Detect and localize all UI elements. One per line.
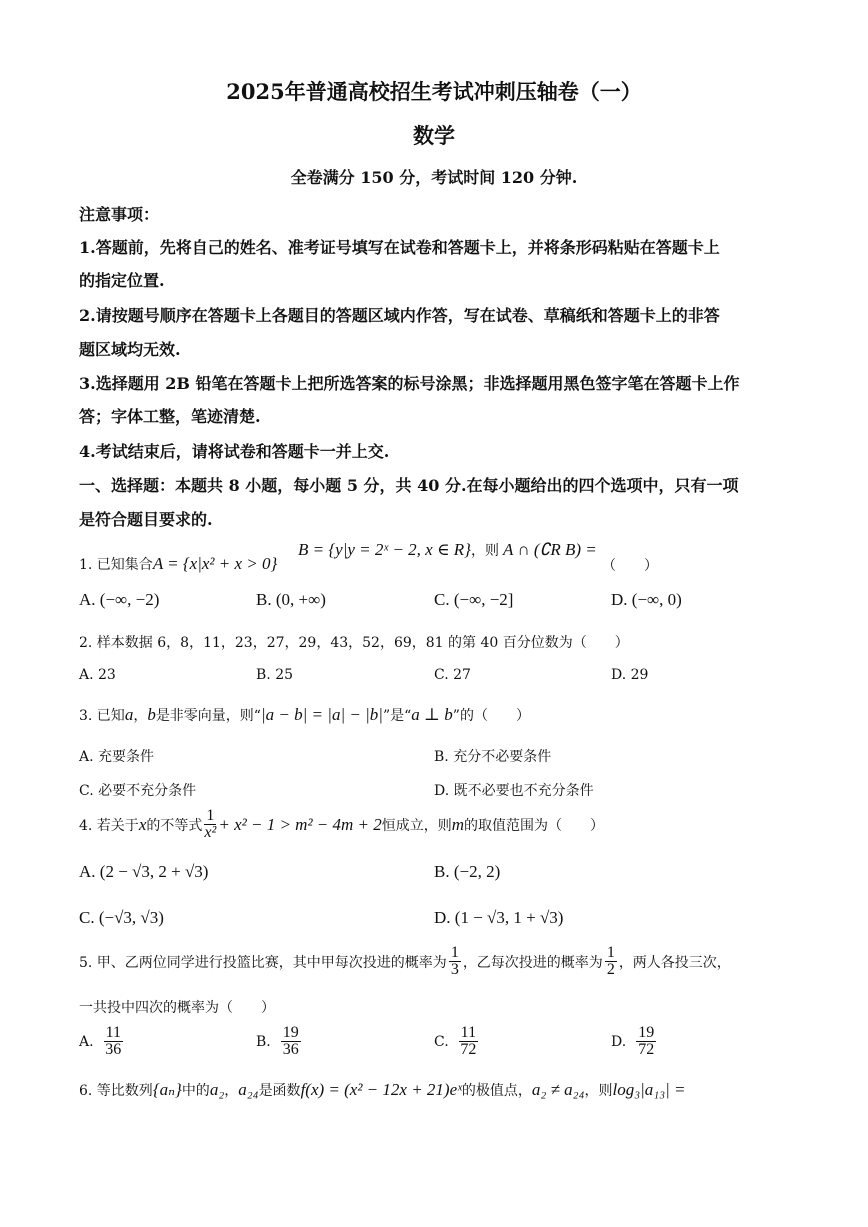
q5-fraction-2: $\frac{1}{2}$ bbox=[606, 944, 615, 978]
q1-option-d: D. (−∞, 0) bbox=[611, 590, 682, 609]
q3-vector-a: a bbox=[124, 705, 134, 724]
question-1-stem-c bbox=[503, 540, 597, 560]
q1-sep: ，则 bbox=[470, 543, 499, 559]
q4-option-c: C. (−√3, √3) bbox=[79, 908, 164, 927]
question-2-stem: 2. 样本数据 6，8，11，23，27，29，43，52，69，81 的第 40 百分位数为（ ） bbox=[79, 635, 629, 651]
note-2-line1: 2.请按题号顺序在答题卡上各题目的答题区域内作答，写在试卷、草稿纸和答题卡上的非答 bbox=[79, 306, 720, 325]
q5-p1: 5. 甲、乙两位同学进行投篮比赛，其中甲每次投进的概率为 bbox=[79, 954, 447, 971]
q3-perpendicular: a ⊥ b bbox=[411, 705, 453, 724]
question-5-line2: 一共投中四次的概率为（ ） bbox=[79, 1000, 275, 1016]
question-6-stem bbox=[79, 1080, 686, 1100]
q6-a24: a₂₄ bbox=[238, 1080, 259, 1099]
question-1-stem bbox=[79, 554, 277, 574]
q3-p4: ”的（ ） bbox=[452, 708, 530, 724]
q2-option-b: B. 25 bbox=[256, 667, 294, 683]
q5-option-d: D. $\frac{19}{72}$ bbox=[611, 1024, 655, 1058]
q1-set-a: A = {x|x² + x > 0} bbox=[152, 554, 278, 573]
exam-title: 2025年普通高校招生考试冲刺压轴卷（一） bbox=[226, 79, 642, 104]
question-4-stem bbox=[79, 808, 604, 841]
q1-answer-paren: （ ） bbox=[602, 558, 658, 574]
q4-var-m: m bbox=[451, 814, 465, 834]
q4-p1: 4. 若关于 bbox=[79, 817, 139, 834]
q2-option-a: A. 23 bbox=[79, 667, 116, 683]
subject-title: 数学 bbox=[413, 123, 455, 148]
q6-p5: ，则 bbox=[584, 1083, 613, 1099]
question-3-stem bbox=[79, 705, 530, 725]
q1-option-b: B. (0, +∞) bbox=[256, 590, 326, 609]
q1-option-a: A. (−∞, −2) bbox=[79, 590, 160, 609]
q6-p3: 是函数 bbox=[258, 1083, 301, 1099]
question-5-stem bbox=[79, 945, 731, 978]
q4-p2: 的不等式 bbox=[146, 817, 203, 834]
q3-p1: 3. 已知 bbox=[79, 708, 125, 724]
q2-option-c: C. 27 bbox=[434, 667, 471, 683]
q5-p3: ，两人各投三次， bbox=[618, 954, 731, 971]
q4-fraction: $\frac{1}{\text{x²}}$ bbox=[204, 807, 217, 841]
q6-function: f(x) = (x² − 12x + 21)eˣ bbox=[300, 1080, 462, 1099]
section-1-line2: 是符合题目要求的. bbox=[79, 510, 213, 529]
q4-option-d: D. (1 − √3, 1 + √3) bbox=[434, 908, 564, 927]
q3-option-c: C. 必要不充分条件 bbox=[79, 783, 197, 799]
note-3-line2: 答；字体工整，笔迹清楚. bbox=[79, 407, 261, 426]
q1-option-c: C. (−∞, −2] bbox=[434, 590, 514, 609]
q3-option-d: D. 既不必要也不充分条件 bbox=[434, 783, 594, 799]
section-1-line1: 一、选择题：本题共 8 小题，每小题 5 分，共 40 分.在每小题给出的四个选项中，只有一项 bbox=[79, 476, 739, 495]
q4-option-a: A. (2 − √3, 2 + √3) bbox=[79, 862, 209, 881]
q4-option-b: B. (−2, 2) bbox=[434, 862, 501, 881]
q6-not-equal: a₂ ≠ a₂₄ bbox=[531, 1080, 585, 1099]
q4-var-x: x bbox=[138, 814, 147, 834]
q5-option-b: B. $\frac{19}{36}$ bbox=[256, 1024, 299, 1058]
q1-expression: A ∩ (∁R B) = bbox=[503, 540, 597, 559]
q3-vector-b: b bbox=[147, 705, 156, 724]
q2-option-d: D. 29 bbox=[611, 667, 649, 683]
q3-p2: 是非零向量，则“ bbox=[155, 708, 261, 724]
q1-prefix: 1. 已知集合 bbox=[79, 557, 153, 573]
q3-option-a: A. 充要条件 bbox=[79, 749, 155, 765]
q4-p3: 恒成立，则 bbox=[381, 817, 452, 834]
note-3-line1: 3.选择题用 2B 铅笔在答题卡上把所选答案的标号涂黑；非选择题用黑色签字笔在答题卡上作 bbox=[79, 374, 740, 393]
q5-p2: ，乙每次投进的概率为 bbox=[462, 954, 603, 971]
q3-comma: ， bbox=[133, 708, 148, 724]
q5-option-c: C. $\frac{11}{72}$ bbox=[434, 1024, 477, 1058]
question-1-stem-b bbox=[298, 540, 499, 560]
q3-condition: |a − b| = |a| − |b| bbox=[260, 705, 383, 724]
q1-set-b: B = {y|y = 2ˣ − 2, x ∈ R} bbox=[298, 540, 471, 559]
q3-p3: ”是“ bbox=[382, 708, 412, 724]
q6-sequence: {aₙ} bbox=[152, 1080, 182, 1099]
q6-comma: ， bbox=[224, 1083, 239, 1099]
q6-a2: a₂ bbox=[209, 1080, 225, 1099]
score-info: 全卷满分 150 分，考试时间 120 分钟. bbox=[290, 168, 578, 187]
notes-heading: 注意事项： bbox=[79, 205, 160, 224]
q6-log-expression: log₃|a₁₃| = bbox=[612, 1080, 686, 1099]
note-1-line2: 的指定位置. bbox=[79, 271, 165, 290]
note-2-line2: 题区域均无效. bbox=[79, 340, 181, 359]
note-1-line1: 1.答题前，先将自己的姓名、准考证号填写在试卷和答题卡上，并将条形码粘贴在答题卡上 bbox=[79, 238, 720, 257]
q5-fraction-1: $\frac{1}{3}$ bbox=[450, 944, 459, 978]
q5-option-a: A. $\frac{11}{36}$ bbox=[79, 1024, 122, 1058]
q4-inequality: + x² − 1 > m² − 4m + 2 bbox=[218, 814, 382, 834]
q6-p2: 中的 bbox=[181, 1083, 210, 1099]
q6-p1: 6. 等比数列 bbox=[79, 1083, 153, 1099]
q4-p4: 的取值范围为（ ） bbox=[464, 817, 605, 834]
q3-option-b: B. 充分不必要条件 bbox=[434, 749, 552, 765]
q6-p4: 的极值点， bbox=[461, 1083, 532, 1099]
note-4: 4.考试结束后，请将试卷和答题卡一并上交. bbox=[79, 442, 390, 461]
